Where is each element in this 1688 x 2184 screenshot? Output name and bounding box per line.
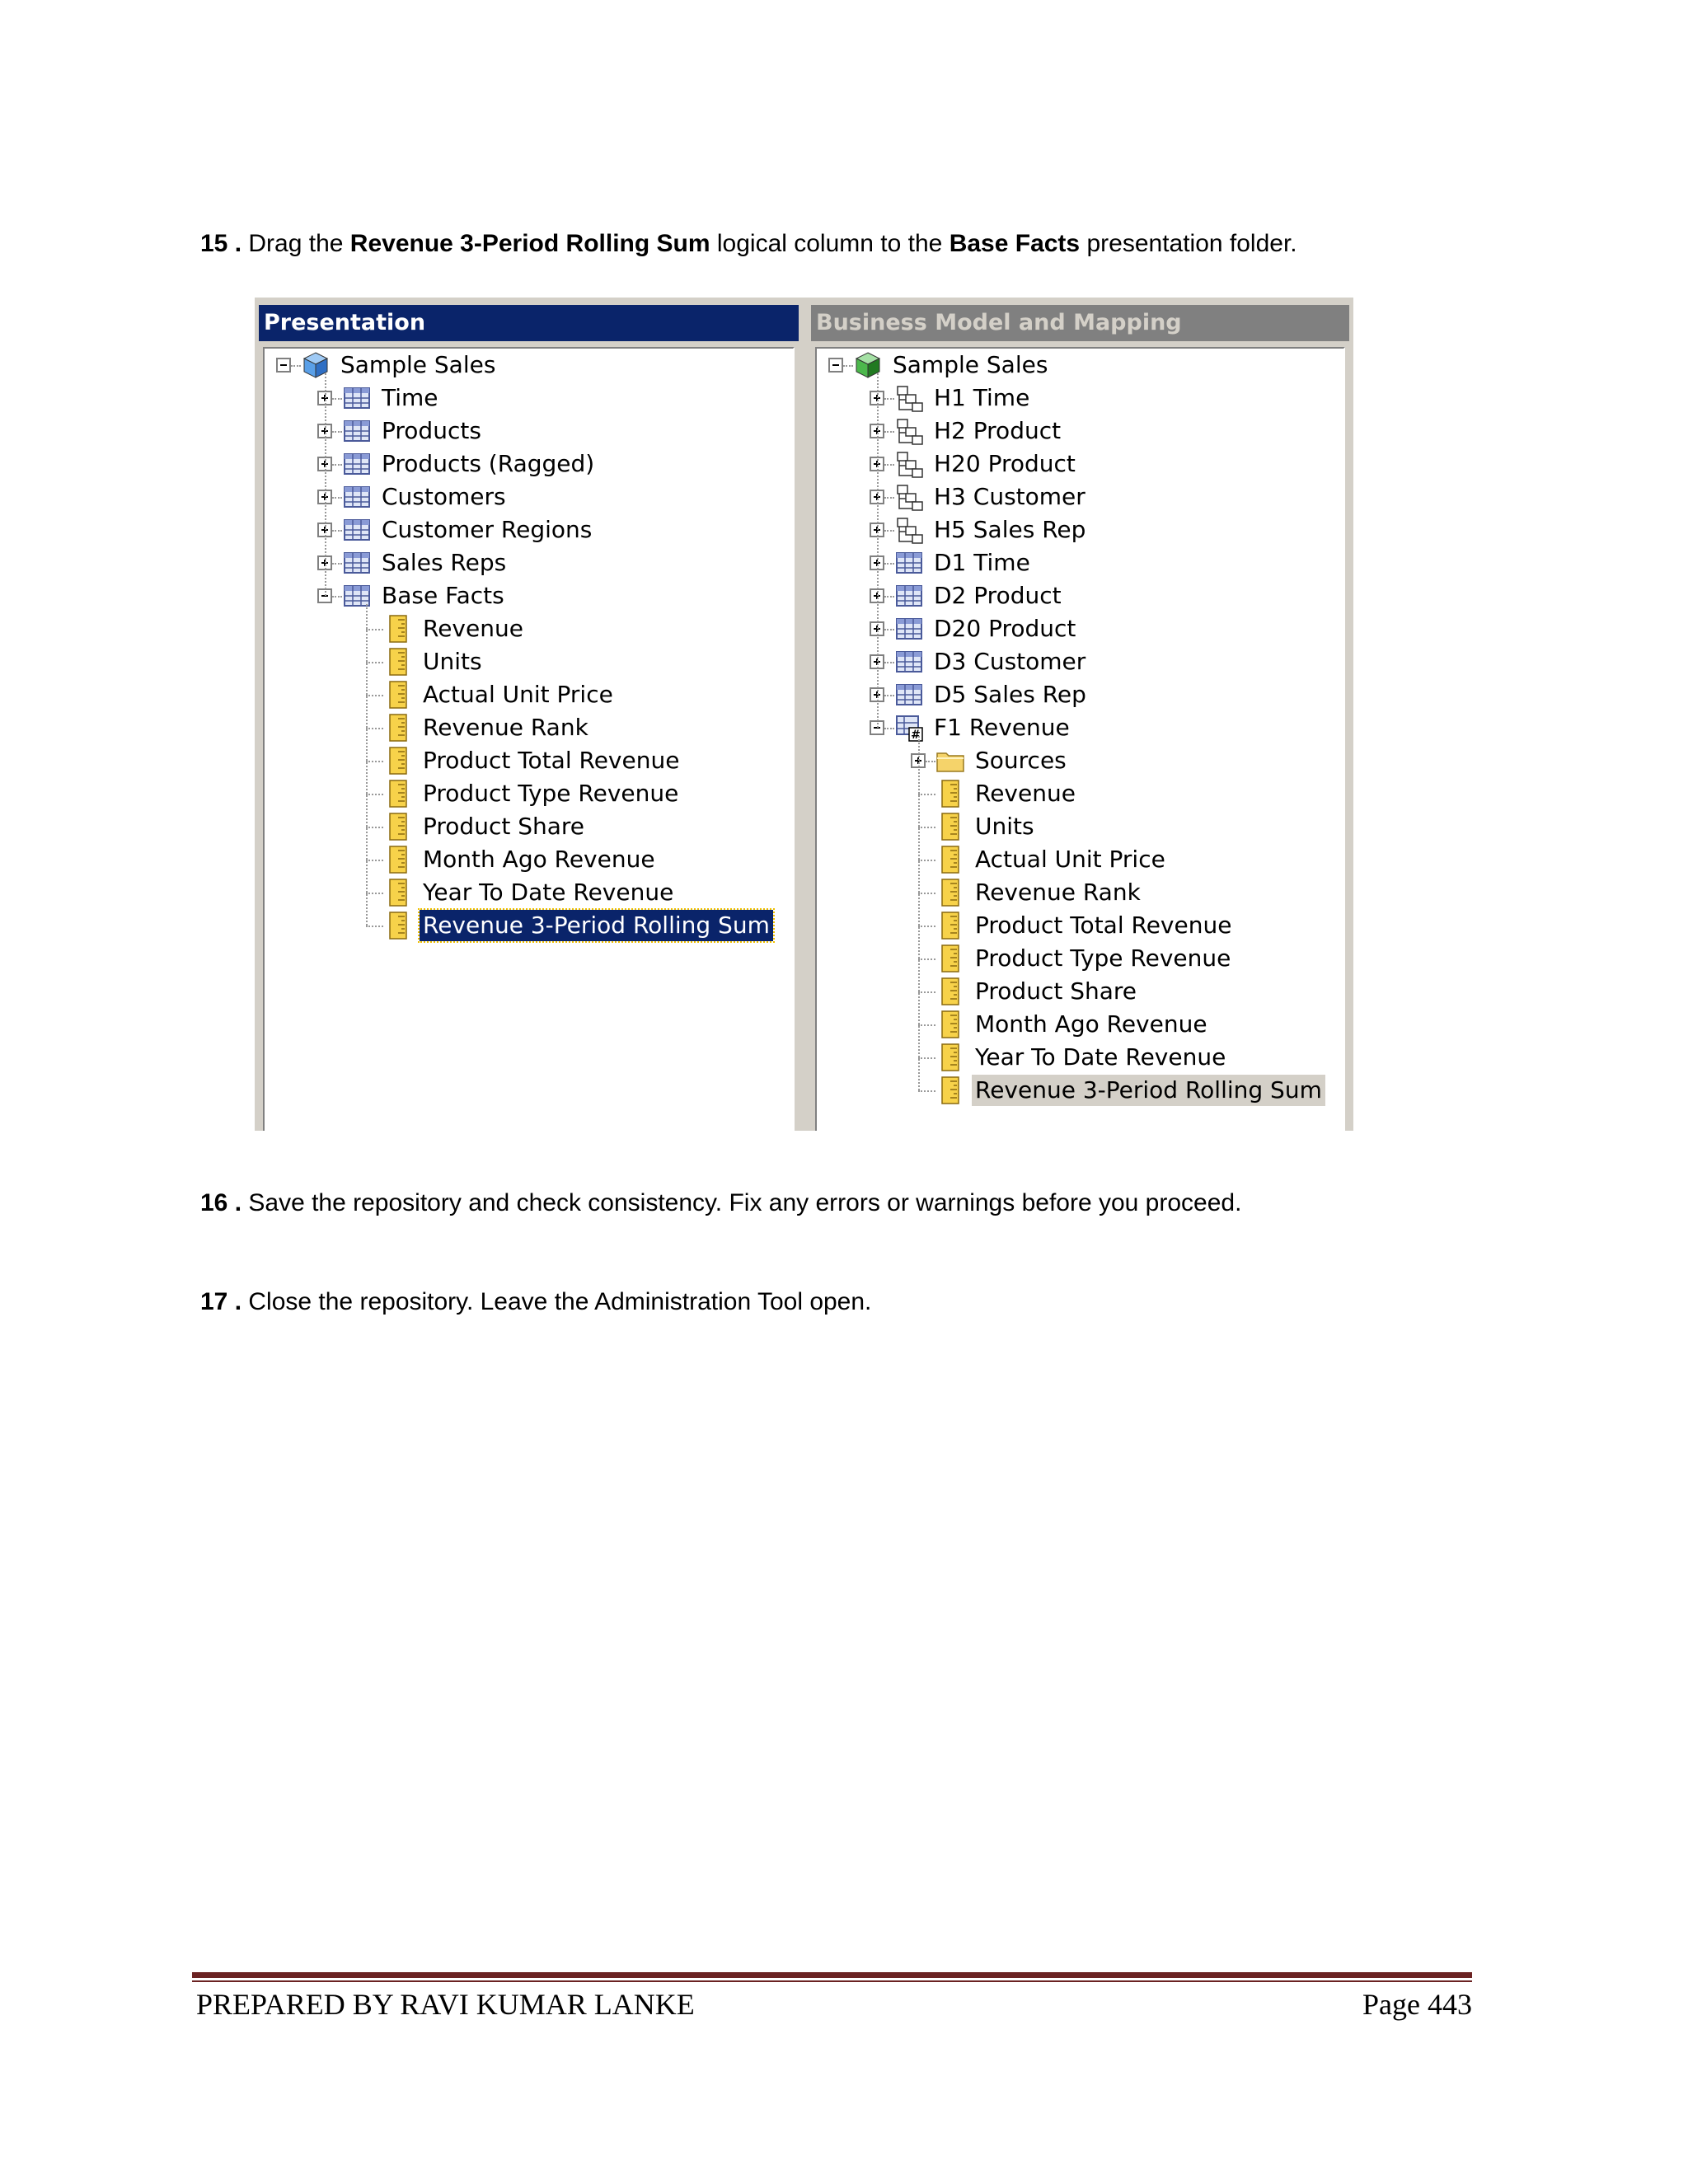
tree-node-label: Product Total Revenue <box>423 747 680 774</box>
tree-node-label: Product Type Revenue <box>975 944 1231 972</box>
tree-node-folder[interactable] <box>378 579 508 612</box>
column-icon <box>935 845 965 874</box>
hierarchy-icon <box>894 449 924 479</box>
tree-connector <box>918 1024 935 1026</box>
tree-node-table[interactable] <box>931 612 1079 645</box>
presentation-tree <box>263 347 795 1131</box>
tree-connector <box>884 596 894 598</box>
tree-node-column-highlighted[interactable] <box>972 1074 1325 1107</box>
tree-connector <box>366 695 383 696</box>
tree-node-column[interactable] <box>420 843 659 876</box>
tree-node-label: Revenue Rank <box>423 714 588 741</box>
tree-connector <box>366 728 383 729</box>
bmm-pane-title: Business Model and Mapping <box>811 305 1349 341</box>
collapse-toggle-icon[interactable] <box>276 358 291 373</box>
tree-connector <box>332 530 342 532</box>
tree-node-label: Products (Ragged) <box>382 450 595 477</box>
tree-node-folder[interactable] <box>378 513 595 546</box>
tree-connector <box>366 794 383 795</box>
tree-node-label: Products <box>382 417 481 444</box>
column-icon <box>935 944 965 973</box>
tree-node-label: Sales Reps <box>382 549 507 576</box>
tree-node-label: Month Ago Revenue <box>423 846 655 873</box>
tree-node-label: Year To Date Revenue <box>975 1043 1226 1071</box>
tree-node-column[interactable] <box>420 645 485 678</box>
tree-node-column[interactable] <box>420 612 527 645</box>
tree-connector <box>884 431 894 433</box>
footer-rule-thin <box>192 1980 1472 1982</box>
column-icon <box>935 812 965 841</box>
presentation-pane-title: Presentation <box>259 305 799 341</box>
tree-node-table[interactable] <box>931 645 1089 678</box>
presentation-table-icon <box>342 449 372 479</box>
presentation-table-icon <box>342 515 372 545</box>
logical-table-icon <box>894 647 924 677</box>
tree-node-table[interactable] <box>931 546 1034 579</box>
column-icon <box>935 779 965 808</box>
tree-connector <box>918 926 935 927</box>
tree-connector <box>884 563 894 565</box>
tree-connector <box>926 761 935 762</box>
column-icon <box>383 878 413 907</box>
tree-node-folder[interactable] <box>378 448 598 480</box>
column-icon <box>383 746 413 776</box>
tree-connector <box>332 596 342 598</box>
tree-connector <box>366 629 383 630</box>
tree-node-label: Month Ago Revenue <box>975 1010 1207 1038</box>
bmm-pane <box>807 298 1353 1131</box>
tree-node-column[interactable] <box>420 777 682 810</box>
tree-node-column[interactable] <box>972 1008 1211 1041</box>
tree-node-label: D2 Product <box>934 582 1062 609</box>
tree-node-hierarchy[interactable] <box>931 382 1033 415</box>
presentation-table-icon <box>342 482 372 512</box>
tree-connector <box>884 629 894 630</box>
step-17: 17 . Close the repository. Leave the Administration Tool open. <box>200 1288 872 1315</box>
tree-connector <box>843 365 853 367</box>
tree-node-hierarchy[interactable] <box>931 415 1064 448</box>
logical-table-icon <box>894 548 924 578</box>
tree-connector <box>291 365 301 367</box>
tree-node-table[interactable] <box>931 579 1065 612</box>
tree-node-label: Actual Unit Price <box>423 681 613 708</box>
tree-node-folder[interactable] <box>378 415 485 448</box>
hierarchy-icon <box>894 416 924 446</box>
tree-connector <box>884 497 894 499</box>
tree-node-column[interactable] <box>972 777 1079 810</box>
tree-connector <box>366 604 368 926</box>
tree-connector <box>877 373 879 728</box>
admin-tool-screenshot <box>255 298 1353 1131</box>
tree-node-label: Revenue <box>423 615 523 642</box>
tree-connector <box>884 530 894 532</box>
tree-node-label: Sample Sales <box>893 351 1048 378</box>
collapse-toggle-icon[interactable] <box>828 358 843 373</box>
tree-node-label: Product Share <box>423 813 585 840</box>
tree-node-label: Actual Unit Price <box>975 846 1165 873</box>
step-15: 15 . Drag the Revenue 3-Period Rolling Sum logical column to the Base Facts presentation folder. <box>200 230 1297 257</box>
tree-connector <box>918 794 935 795</box>
tree-node-column[interactable] <box>420 876 677 909</box>
tree-connector <box>884 695 894 696</box>
tree-connector <box>884 662 894 663</box>
presentation-pane <box>255 298 803 1131</box>
tree-connector <box>918 1090 935 1092</box>
logical-table-icon <box>894 680 924 710</box>
tree-node-column[interactable] <box>972 942 1234 975</box>
tree-connector <box>918 736 920 1090</box>
tree-node-sources[interactable] <box>972 744 1070 777</box>
tree-connector <box>366 761 383 762</box>
bmm-tree <box>815 347 1345 1131</box>
logical-table-icon <box>894 581 924 611</box>
tree-node-column[interactable] <box>420 810 588 843</box>
svg-text:#: # <box>911 729 921 742</box>
column-icon <box>935 1010 965 1039</box>
folder-icon <box>935 746 965 776</box>
column-icon <box>383 845 413 874</box>
tree-connector <box>918 827 935 828</box>
tree-node-label: Revenue 3-Period Rolling Sum <box>972 1075 1325 1106</box>
column-icon <box>935 1076 965 1105</box>
tree-node-column[interactable] <box>972 876 1144 909</box>
tree-node-label: Customers <box>382 483 506 510</box>
tree-node-label: Year To Date Revenue <box>423 879 674 906</box>
column-icon <box>935 977 965 1006</box>
column-icon <box>383 911 413 940</box>
tree-connector <box>918 893 935 894</box>
tree-connector <box>366 893 383 894</box>
column-icon <box>383 779 413 808</box>
tree-node-fact[interactable] <box>931 711 1073 744</box>
column-icon <box>383 614 413 644</box>
tree-node-column[interactable] <box>972 909 1235 942</box>
hierarchy-icon <box>894 515 924 545</box>
tree-node-root[interactable] <box>889 349 1051 382</box>
presentation-table-icon <box>342 548 372 578</box>
tree-node-column[interactable] <box>420 711 592 744</box>
tree-connector <box>918 1057 935 1059</box>
tree-node-label: Base Facts <box>382 582 504 609</box>
tree-connector <box>332 563 342 565</box>
tree-connector <box>332 398 342 400</box>
tree-connector <box>884 464 894 466</box>
tree-connector <box>918 958 935 960</box>
tree-node-label: Units <box>975 813 1034 840</box>
tree-node-label: Revenue 3-Period Rolling Sum <box>420 910 773 941</box>
column-icon <box>935 911 965 940</box>
presentation-table-icon <box>342 383 372 413</box>
tree-connector <box>884 398 894 400</box>
tree-node-label: H3 Customer <box>934 483 1085 510</box>
logical-table-icon <box>894 614 924 644</box>
tree-node-folder[interactable] <box>378 480 509 513</box>
tree-node-table[interactable] <box>931 678 1090 711</box>
column-icon <box>383 812 413 841</box>
tree-node-label: Revenue <box>975 780 1076 807</box>
tree-node-column[interactable] <box>420 678 617 711</box>
tree-node-label: H5 Sales Rep <box>934 516 1086 543</box>
column-icon <box>383 713 413 743</box>
hierarchy-icon <box>894 383 924 413</box>
hierarchy-icon <box>894 482 924 512</box>
tree-connector <box>884 728 894 729</box>
column-icon <box>383 680 413 710</box>
footer-author: PREPARED BY RAVI KUMAR LANKE <box>196 1988 695 2021</box>
tree-node-column[interactable] <box>972 810 1038 843</box>
tree-node-label: D5 Sales Rep <box>934 681 1086 708</box>
tree-node-hierarchy[interactable] <box>931 513 1089 546</box>
tree-connector <box>918 991 935 993</box>
presentation-table-icon <box>342 416 372 446</box>
tree-node-label: Product Type Revenue <box>423 780 679 807</box>
tree-node-folder[interactable] <box>378 382 442 415</box>
column-icon <box>935 878 965 907</box>
tree-connector <box>366 860 383 861</box>
tree-node-label: H2 Product <box>934 417 1062 444</box>
tree-node-label: Product Share <box>975 977 1137 1005</box>
tree-node-label: H1 Time <box>934 384 1030 411</box>
tree-node-hierarchy[interactable] <box>931 448 1079 480</box>
column-icon <box>383 647 413 677</box>
tree-connector <box>332 431 342 433</box>
tree-node-label: D20 Product <box>934 615 1076 642</box>
tree-node-column[interactable] <box>972 975 1140 1008</box>
tree-connector <box>332 497 342 499</box>
tree-connector <box>332 464 342 466</box>
tree-connector <box>366 827 383 828</box>
column-icon <box>935 1043 965 1072</box>
tree-connector <box>366 662 383 663</box>
tree-node-label: D1 Time <box>934 549 1030 576</box>
tree-connector <box>325 373 326 596</box>
tree-node-column-selected[interactable] <box>420 909 773 942</box>
tree-node-column[interactable] <box>420 744 682 777</box>
tree-connector <box>366 926 383 927</box>
tree-node-column[interactable] <box>972 843 1169 876</box>
tree-node-label: Revenue Rank <box>975 879 1141 906</box>
tree-node-folder[interactable] <box>378 546 509 579</box>
footer-rule <box>192 1972 1472 1978</box>
tree-node-label: Product Total Revenue <box>975 912 1232 939</box>
tree-node-label: Sources <box>975 747 1067 774</box>
tree-node-root[interactable] <box>337 349 499 382</box>
tree-node-label: Time <box>382 384 438 411</box>
tree-node-label: Units <box>423 648 482 675</box>
tree-node-label: H20 Product <box>934 450 1076 477</box>
step-16: 16 . Save the repository and check consistency. Fix any errors or warnings before you proceed. <box>200 1189 1242 1216</box>
tree-node-label: D3 Customer <box>934 648 1086 675</box>
tree-connector <box>918 860 935 861</box>
tree-node-column[interactable] <box>972 1041 1229 1074</box>
tree-node-label: Customer Regions <box>382 516 593 543</box>
page-number: Page 443 <box>1362 1988 1472 2021</box>
tree-node-hierarchy[interactable] <box>931 480 1089 513</box>
tree-node-label: Sample Sales <box>340 351 496 378</box>
tree-node-label: F1 Revenue <box>934 714 1070 741</box>
